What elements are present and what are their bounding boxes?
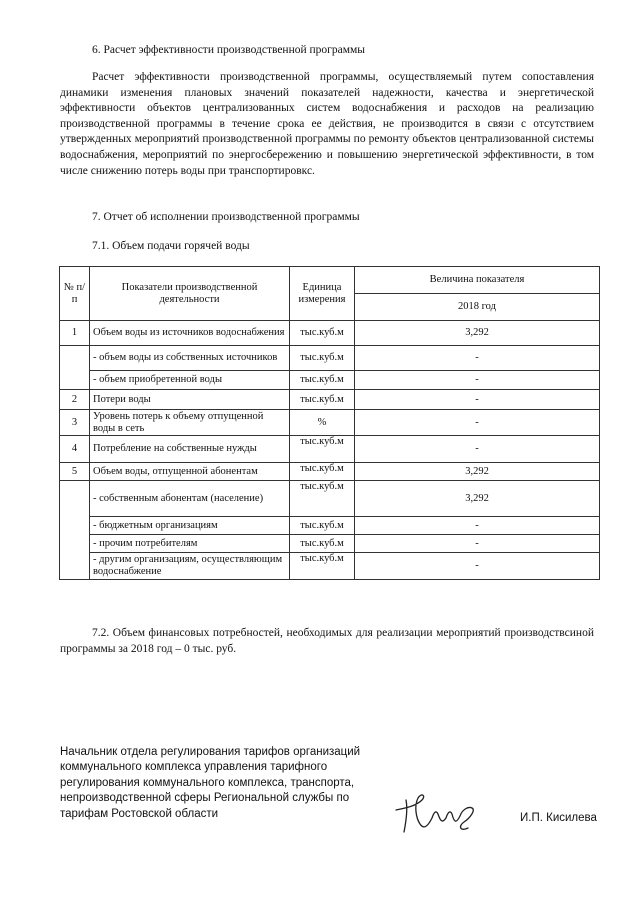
row-unit: тыс.куб.м [290, 553, 355, 580]
row-name: - собственным абонентам (население) [90, 481, 290, 517]
row-value: - [355, 390, 600, 410]
row-num [60, 481, 90, 580]
hot-water-supply-table [59, 266, 600, 580]
position-line: регулирования коммунального комплекса, транспорта, [60, 776, 355, 789]
position-line: тарифам Ростовской области [60, 807, 219, 820]
table-row [60, 481, 600, 517]
table-row [60, 321, 600, 346]
row-value: 3,292 [355, 481, 600, 517]
row-name: Потребление на собственные нужды [90, 436, 290, 463]
row-unit: % [290, 410, 355, 436]
row-value: - [355, 436, 600, 463]
table-row [60, 371, 600, 390]
row-value: - [355, 535, 600, 553]
section-7-2-paragraph: 7.2. Объем финансовых потребностей, необходимых для реализации мероприятий производствсиной программы за 2018 год – 0 тыс. руб. [60, 627, 594, 655]
row-name: - объем приобретенной воды [90, 371, 290, 390]
row-unit: тыс.куб.м [290, 535, 355, 553]
row-name: Потери воды [90, 390, 290, 410]
position-line: коммунального комплекса управления тарифного [60, 761, 328, 774]
table-row [60, 346, 600, 371]
row-unit: тыс.куб.м [290, 390, 355, 410]
row-num: 4 [60, 436, 90, 463]
row-value: - [355, 517, 600, 535]
row-name: Уровень потерь к объему отпущенной воды в сеть [90, 410, 290, 436]
row-value: - [355, 410, 600, 436]
row-name: - объем воды из собственных источников [90, 346, 290, 371]
position-line: непроизводственной сферы Региональной службы по [60, 792, 350, 805]
table-row [60, 390, 600, 410]
table-row [60, 553, 600, 580]
table-row [60, 410, 600, 436]
row-value: 3,292 [355, 321, 600, 346]
row-num: 2 [60, 390, 90, 410]
row-value: - [355, 371, 600, 390]
row-unit: тыс.куб.м [290, 481, 355, 517]
row-name: - прочим потребителям [90, 535, 290, 553]
signatory-position [60, 745, 380, 822]
signatory-name: И.П. Кисилева [520, 812, 597, 824]
section-6-heading: 6. Расчет эффективности производственной программы [92, 44, 366, 56]
table-row [60, 436, 600, 463]
row-unit: тыс.куб.м [290, 436, 355, 463]
row-name: Объем воды, отпущенной абонентам [90, 463, 290, 481]
row-num [60, 346, 90, 390]
handwritten-signature [392, 778, 482, 838]
row-value: - [355, 553, 600, 580]
row-unit: тыс.куб.м [290, 517, 355, 535]
section-7-heading: 7. Отчет об исполнении производственной программы [92, 211, 360, 223]
header-value: Величина показателя [355, 267, 600, 294]
table-row [60, 535, 600, 553]
section-6-paragraph: Расчет эффективности производственной программы, осуществляемый путем сопоставления динамики изменения плановых значений показателей надежности, качества и энергетической эффективности объектов централизованных систем водоснабжения и расходов на реализацию производственной программы в течение срока ее действия, не производится в связи с отсутствием утвержденных мероприятий производственной программы по ремонту объектов централизованной системы водоснабжения, мероприятий по энергосбережению и повышению энергетической эффективности, в том числе снижению потерь воды при транспортировкс. [60, 71, 594, 177]
row-unit: тыс.куб.м [290, 321, 355, 346]
header-indicator: Показатели производственной деятельности [90, 267, 290, 321]
row-num: 3 [60, 410, 90, 436]
row-name: - другим организациям, осуществляющим водоснабжение [90, 553, 290, 580]
table-row [60, 517, 600, 535]
row-unit: тыс.куб.м [290, 463, 355, 481]
header-num: № п/п [60, 267, 90, 321]
row-unit: тыс.куб.м [290, 371, 355, 390]
section-7-1-heading: 7.1. Объем подачи горячей воды [92, 240, 250, 252]
row-name: Объем воды из источников водоснабжения [90, 321, 290, 346]
row-num: 5 [60, 463, 90, 481]
row-unit: тыс.куб.м [290, 346, 355, 371]
header-unit: Единица измерения [290, 267, 355, 321]
position-line: Начальник отдела регулирования тарифов организаций [60, 746, 361, 758]
table-row [60, 463, 600, 481]
row-value: - [355, 346, 600, 371]
row-value: 3,292 [355, 463, 600, 481]
header-year: 2018 год [355, 294, 600, 321]
row-num: 1 [60, 321, 90, 346]
row-name: - бюджетным организациям [90, 517, 290, 535]
